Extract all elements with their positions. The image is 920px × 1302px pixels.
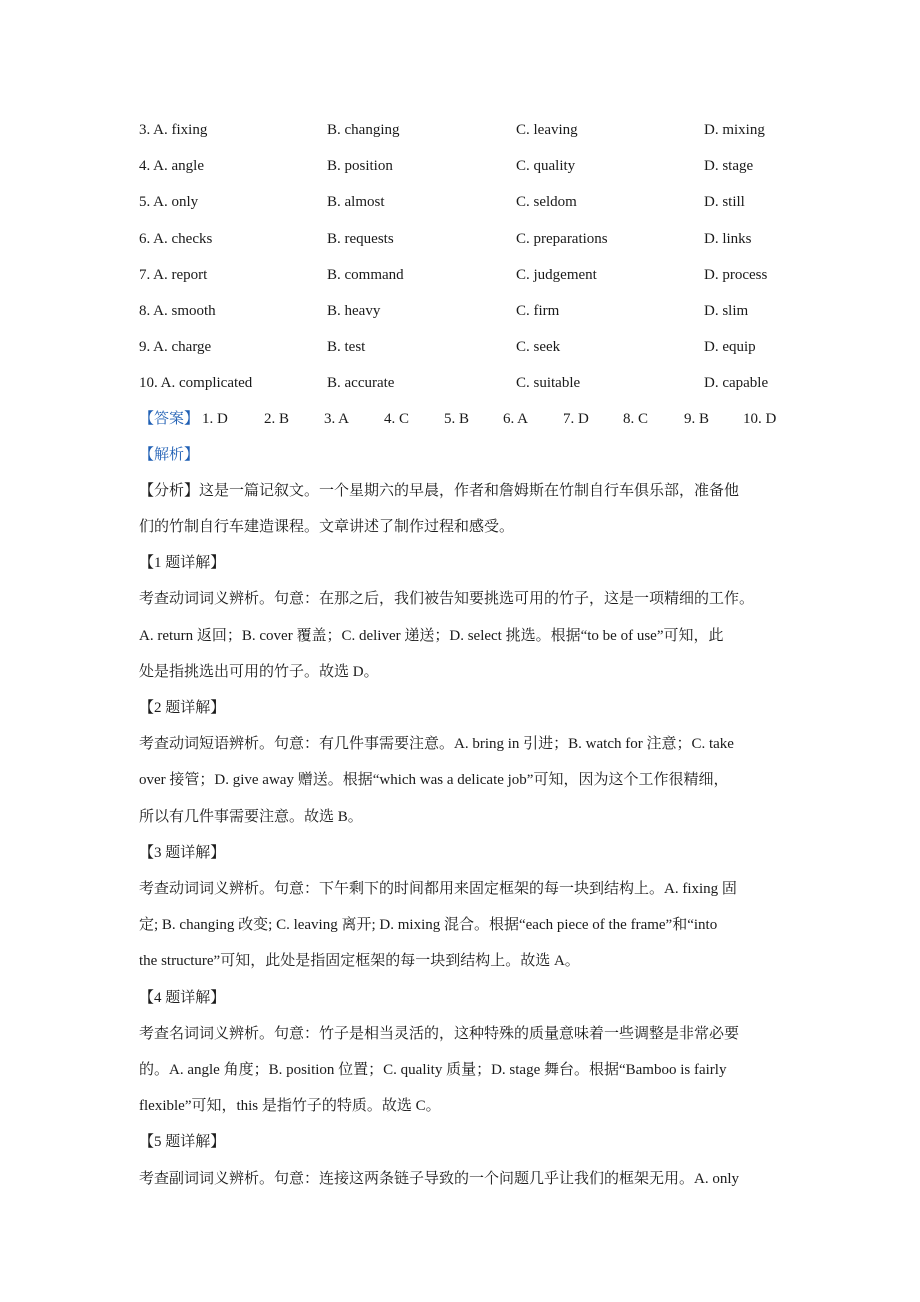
section-heading: 【5 题详解】 xyxy=(139,1134,226,1150)
answer-item: 10. D xyxy=(743,411,777,427)
text-line: 考查名词词义辨析。句意：竹子是相当灵活的，这种特殊的质量意味着一些调整是非常必要 xyxy=(139,1026,740,1042)
section-heading: 【1 题详解】 xyxy=(139,555,226,571)
option-d: D. slim xyxy=(704,303,749,319)
option-row xyxy=(0,221,920,257)
answer-item: 9. B xyxy=(684,411,710,427)
option-a: 9. A. charge xyxy=(139,339,212,356)
text-line: the structure”可知，此处是指固定框架的每一块到结构上。故选 A。 xyxy=(139,953,580,969)
option-row xyxy=(0,148,920,184)
answer-row xyxy=(139,401,799,437)
option-row xyxy=(0,365,920,401)
option-d: D. capable xyxy=(704,375,769,392)
text-line: 考查动词短语辨析。句意：有几件事需要注意。A. bring in 引进；B. watch for 注意；C. take xyxy=(139,736,734,752)
option-c: C. suitable xyxy=(516,375,581,392)
option-row xyxy=(0,184,920,220)
answer-item: 4. C xyxy=(384,411,410,427)
option-c: C. preparations xyxy=(516,230,608,247)
section-heading: 【2 题详解】 xyxy=(139,700,226,716)
option-row xyxy=(0,112,920,148)
answer-tag: 【答案】 xyxy=(139,411,200,427)
option-b: B. test xyxy=(327,339,366,356)
option-a: 10. A. complicated xyxy=(139,375,253,392)
text-line: 考查动词词义辨析。句意：下午剩下的时间都用来固定框架的每一块到结构上。A. fixing 固 xyxy=(139,881,737,897)
text-line: 【分析】这是一篇记叙文。一个星期六的早晨，作者和詹姆斯在竹制自行车俱乐部，准备他 xyxy=(139,483,740,499)
option-c: C. leaving xyxy=(516,122,578,138)
option-a: 3. A. fixing xyxy=(139,122,208,138)
section-heading: 【3 题详解】 xyxy=(139,845,226,861)
option-c: C. seek xyxy=(516,339,561,356)
analysis-tag: 【解析】 xyxy=(139,447,200,463)
text-line: over 接管；D. give away 赠送。根据“which was a delicate job”可知，因为这个工作很精细， xyxy=(139,772,729,788)
text-line: 的。A. angle 角度；B. position 位置；C. quality 质量；D. stage 舞台。根据“Bamboo is fairly xyxy=(139,1062,727,1078)
section-heading: 【4 题详解】 xyxy=(139,990,226,1006)
answer-item: 8. C xyxy=(623,411,649,427)
option-a: 5. A. only xyxy=(139,194,199,211)
option-d: D. mixing xyxy=(704,122,765,138)
option-d: D. process xyxy=(704,266,768,283)
option-c: C. firm xyxy=(516,303,560,319)
option-row xyxy=(0,293,920,329)
option-row xyxy=(0,329,920,365)
option-b: B. position xyxy=(327,158,393,175)
text-line: A. return 返回；B. cover 覆盖；C. deliver 递送；D. select 挑选。根据“to be of use”可知，此 xyxy=(139,628,724,644)
answer-item: 6. A xyxy=(503,411,529,427)
option-row xyxy=(0,257,920,293)
text-line: 们的竹制自行车建造课程。文章讲述了制作过程和感受。 xyxy=(139,519,515,535)
option-d: D. links xyxy=(704,230,752,247)
option-a: 6. A. checks xyxy=(139,230,213,247)
answer-item: 3. A xyxy=(324,411,350,427)
option-b: B. almost xyxy=(327,194,385,211)
option-b: B. requests xyxy=(327,230,394,247)
option-a: 7. A. report xyxy=(139,266,208,283)
option-a: 8. A. smooth xyxy=(139,303,216,319)
answer-item: 5. B xyxy=(444,411,470,427)
option-d: D. stage xyxy=(704,158,754,175)
text-line: 处是指挑选出可用的竹子。故选 D。 xyxy=(139,664,379,680)
option-b: B. accurate xyxy=(327,375,395,392)
option-d: D. still xyxy=(704,194,745,211)
text-line: 考查动词词义辨析。句意：在那之后，我们被告知要挑选可用的竹子，这是一项精细的工作。 xyxy=(139,591,755,607)
answer-item: 7. D xyxy=(563,411,589,427)
option-d: D. equip xyxy=(704,339,756,356)
option-c: C. seldom xyxy=(516,194,577,211)
option-b: B. heavy xyxy=(327,303,381,319)
text-line: 所以有几件事需要注意。故选 B。 xyxy=(139,809,363,825)
answer-item: 2. B xyxy=(264,411,290,427)
option-a: 4. A. angle xyxy=(139,158,204,175)
option-c: C. judgement xyxy=(516,266,597,283)
text-line: 定; B. changing 改变; C. leaving 离开; D. mixing 混合。根据“each piece of the frame”和“into xyxy=(139,917,718,933)
option-b: B. command xyxy=(327,266,404,283)
option-c: C. quality xyxy=(516,158,576,175)
text-line: flexible”可知，this 是指竹子的特质。故选 C。 xyxy=(139,1098,441,1114)
answer-item: 1. D xyxy=(202,411,228,427)
option-b: B. changing xyxy=(327,122,400,138)
text-line: 考查副词词义辨析。句意：连接这两条链子导致的一个问题几乎让我们的框架无用。A. only xyxy=(139,1171,740,1187)
